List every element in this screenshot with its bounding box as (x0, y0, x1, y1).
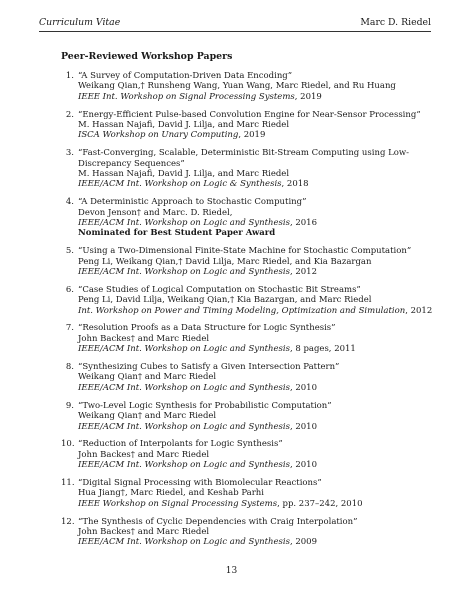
entry-year: , 2010 (289, 421, 317, 432)
author-name-label: Marc D. Riedel (360, 17, 431, 28)
entry-authors: Weikang Qian† and Marc Riedel (78, 372, 217, 383)
entry-number: 8. (65, 362, 74, 373)
entry-year: , 2019 (238, 130, 266, 141)
publication-entry (61, 197, 436, 239)
publication-entry (61, 323, 436, 354)
entry-authors: Peng Li, Weikang Qian,† David Lilja, Marc Riedel, and Kia Bazargan (78, 256, 372, 267)
entry-venue: IEEE Int. Workshop on Signal Processing Systems (78, 91, 295, 102)
document-type-label: Curriculum Vitae (39, 17, 121, 28)
entry-year: , 2012 (289, 267, 317, 278)
entry-venue-line (78, 267, 436, 277)
entry-year: , 2019 (294, 91, 322, 102)
entry-number: 9. (65, 400, 74, 411)
entry-venue: IEEE/ACM Int. Workshop on Logic and Synthesis (78, 344, 290, 355)
entry-title: “Synthesizing Cubes to Satisfy a Given Intersection Pattern” (78, 362, 340, 373)
entry-number: 4. (65, 197, 74, 208)
entry-venue-line (78, 383, 436, 393)
entry-authors: Weikang Qian† and Marc Riedel (78, 411, 217, 422)
publication-entry (61, 148, 436, 190)
publication-entry (61, 71, 436, 102)
entry-authors: M. Hassan Najafi, David J. Lilja, and Marc Riedel (78, 120, 290, 131)
entry-number: 7. (65, 323, 74, 334)
publication-entry (61, 362, 436, 393)
entry-venue: IEEE/ACM Int. Workshop on Logic & Synthesis (78, 179, 282, 190)
entry-title: “Energy-Efficient Pulse-based Convolution Engine for Near-Sensor Processing” (78, 109, 421, 120)
publication-entry (61, 285, 436, 316)
entry-number: 2. (65, 109, 74, 120)
entry-year: , 2012 (405, 305, 433, 316)
entry-year: , 2010 (289, 460, 317, 471)
publication-entry (61, 246, 436, 277)
entry-authors: M. Hassan Najafi, David J. Lilja, and Marc Riedel (78, 169, 290, 180)
entry-venue: ISCA Workshop on Unary Computing (78, 130, 239, 141)
page-header (39, 14, 431, 28)
entry-title: “Case Studies of Logical Computation on Stochastic Bit Streams” (78, 284, 361, 295)
entry-title: “The Synthesis of Cyclic Dependencies with Craig Interpolation” (78, 516, 358, 527)
entry-venue-line (78, 92, 436, 102)
entry-authors: John Backes† and Marc Riedel (78, 526, 210, 537)
entry-venue-line (78, 218, 436, 228)
entry-venue: IEEE/ACM Int. Workshop on Logic and Synthesis (78, 267, 290, 278)
entry-venue: IEEE/ACM Int. Workshop on Logic and Synthesis (78, 382, 290, 393)
publication-list (61, 71, 436, 555)
publication-entry (61, 110, 436, 141)
entry-year: , pp. 237–242, 2010 (277, 498, 363, 509)
entry-title: “Using a Two-Dimensional Finite-State Machine for Stochastic Computation” (78, 246, 412, 257)
entry-number: 6. (65, 284, 74, 295)
entry-venue: IEEE/ACM Int. Workshop on Logic and Synthesis (78, 537, 290, 548)
entry-number: 1. (65, 71, 74, 81)
entry-title: “Reduction of Interpolants for Logic Synthesis” (78, 439, 283, 450)
entry-venue-line (78, 344, 436, 354)
entry-title: “Resolution Proofs as a Data Structure for Logic Synthesis” (78, 323, 336, 334)
entry-authors: Hua Jiang†, Marc Riedel, and Keshab Parhi (78, 488, 265, 499)
entry-award: Nominated for Best Student Paper Award (78, 228, 276, 239)
publication-entry (61, 439, 436, 470)
publication-entry (61, 517, 436, 548)
entry-authors: John Backes† and Marc Riedel (78, 449, 210, 460)
entry-title: “Two-Level Logic Synthesis for Probabilistic Computation” (78, 400, 332, 411)
entry-venue: IEEE/ACM Int. Workshop on Logic and Synthesis (78, 460, 290, 471)
entry-venue-line (78, 460, 436, 470)
entry-title: “Fast-Converging, Scalable, Deterministic Bit-Stream Computing using Low-Discrepancy Sequences” (78, 148, 410, 169)
entry-number: 10. (61, 439, 75, 450)
entry-title: “Digital Signal Processing with Biomolecular Reactions” (78, 477, 322, 488)
entry-venue-line (78, 179, 436, 189)
entry-venue-line (78, 306, 436, 316)
entry-venue: Int. Workshop on Power and Timing Modeling, Optimization and Simulation (78, 305, 406, 316)
entry-year: , 8 pages, 2011 (289, 344, 356, 355)
entry-venue: IEEE/ACM Int. Workshop on Logic and Synthesis (78, 218, 290, 229)
entry-title: “A Survey of Computation-Driven Data Encoding” (78, 71, 293, 81)
entry-authors: Weikang Qian,† Runsheng Wang, Yuan Wang, Marc Riedel, and Ru Huang (78, 81, 396, 92)
entry-authors: John Backes† and Marc Riedel (78, 333, 210, 344)
entry-number: 5. (65, 246, 74, 257)
entry-venue: IEEE/ACM Int. Workshop on Logic and Synthesis (78, 421, 290, 432)
entry-year: , 2016 (289, 218, 317, 229)
entry-venue-line (78, 537, 436, 547)
entry-number: 3. (65, 148, 74, 159)
entry-venue-line (78, 422, 436, 432)
section-title: Peer-Reviewed Workshop Papers (61, 51, 233, 62)
entry-venue: IEEE Workshop on Signal Processing Systems (78, 498, 278, 509)
entry-number: 12. (61, 516, 75, 527)
entry-year: , 2010 (289, 382, 317, 393)
entry-authors: Devon Jenson† and Marc. D. Riedel, (78, 207, 233, 218)
header-divider (39, 31, 431, 32)
entry-number: 11. (61, 477, 75, 488)
entry-title: “A Deterministic Approach to Stochastic Computing” (78, 197, 307, 208)
publication-entry (61, 478, 436, 509)
entry-authors: Peng Li, David Lilja, Weikang Qian,† Kia Bazargan, and Marc Riedel (78, 295, 372, 306)
entry-year: , 2018 (281, 179, 309, 190)
entry-venue-line (78, 499, 436, 509)
entry-year: , 2009 (289, 537, 317, 548)
page-number: 13 (225, 566, 238, 576)
entry-venue-line (78, 130, 436, 140)
publication-entry (61, 401, 436, 432)
